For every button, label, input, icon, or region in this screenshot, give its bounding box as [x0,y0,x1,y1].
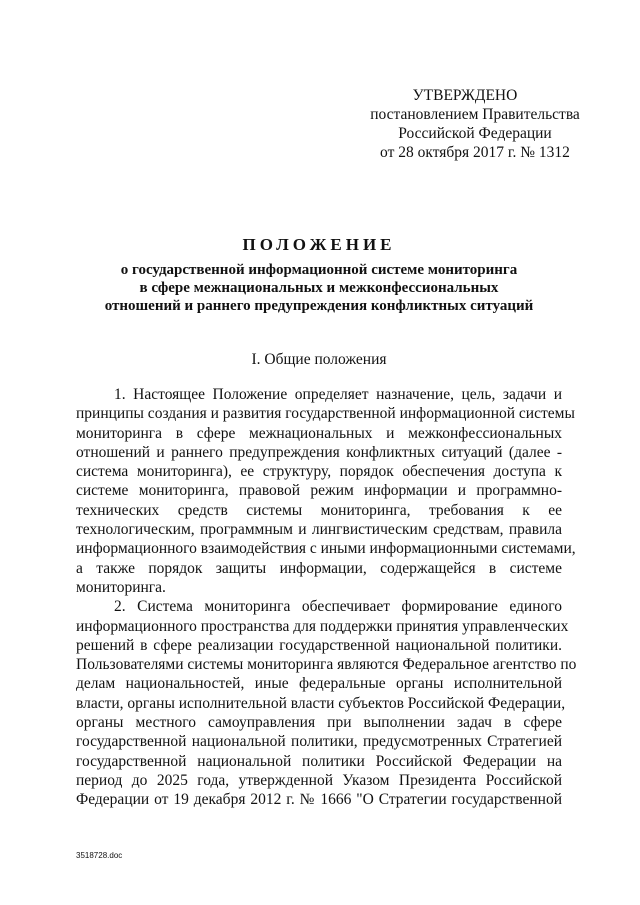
document-title: ПОЛОЖЕНИЕ [242,235,396,254]
paragraph-1-line: 1. Настоящее Положение определяет назначение, цель, задачи и [114,386,562,403]
paragraph-2-line: период до 2025 года, утвержденной Указом Президента Российской [76,771,562,789]
paragraph-1-line: мониторинга в сфере межнациональных и межконфессиональных [76,424,562,442]
paragraph-2-line: Пользователями системы мониторинга являются Федеральное агентство по [76,656,577,674]
paragraph-1-line: технических средств системы мониторинга, требования к ее [76,501,562,519]
paragraph-2-line: 2. Система мониторинга обеспечивает формирование единого [114,598,562,616]
paragraph-2-line: делам национальностей, иные федеральные органы исполнительной [76,675,562,693]
paragraph-2-line: органы местного самоуправления при выполнении задач в сфере [76,714,562,732]
paragraph-2-line: государственной национальной политики Российской Федерации на [76,752,562,770]
paragraph-1-line: принципы создания и развития государственной информационной системы [76,405,575,423]
paragraph-2-line: Федерации от 19 декабря 2012 г. № 1666 "О Стратегии государственной [76,791,562,809]
footer-file-name: 3518728.doc [76,851,123,860]
subtitle-line: в сфере межнациональных и межконфессиональных [139,280,499,296]
approval-title: УТВЕРЖДЕНО [412,87,518,104]
paragraph-1-line: система мониторинга), ее структуру, порядок обеспечения доступа к [76,463,562,481]
approval-block [300,86,620,162]
document-subtitle [76,261,562,315]
paragraph-1-line: мониторинга. [76,578,166,596]
paragraph-1-line: технологическим, программным и лингвистическим средствам, правила [76,521,562,539]
paragraph-1-line: а также порядок защиты информации, содержащейся в системе [76,559,562,577]
paragraph-1-line: информационного взаимодействия с иными информационными системами, [76,540,576,558]
approval-line-2: Российской Федерации [398,125,552,142]
paragraph-2-line: информационного пространства для поддержки принятия управленческих [76,617,569,635]
paragraph-1-line: отношений и раннего предупреждения конфликтных ситуаций (далее - [76,443,562,461]
subtitle-line: о государственной информационной системе мониторинга [120,262,518,278]
section-heading: I. Общие положения [251,351,387,368]
paragraph-2-line: государственной национальной политики, предусмотренных Стратегией [76,733,562,751]
approval-line-1: постановлением Правительства [370,106,580,123]
paragraph-2-line: власти, органы исполнительной власти субъектов Российской Федерации, [76,694,566,712]
approval-date: от 28 октября 2017 г. № 1312 [380,144,570,161]
paragraph-1-line: системе мониторинга, правовой режим информации и программно- [76,482,562,500]
subtitle-line: отношений и раннего предупреждения конфликтных ситуаций [104,298,534,314]
paragraph-2-line: решений в сфере реализации государственной национальной политики. [76,636,562,654]
document-body [76,385,577,810]
